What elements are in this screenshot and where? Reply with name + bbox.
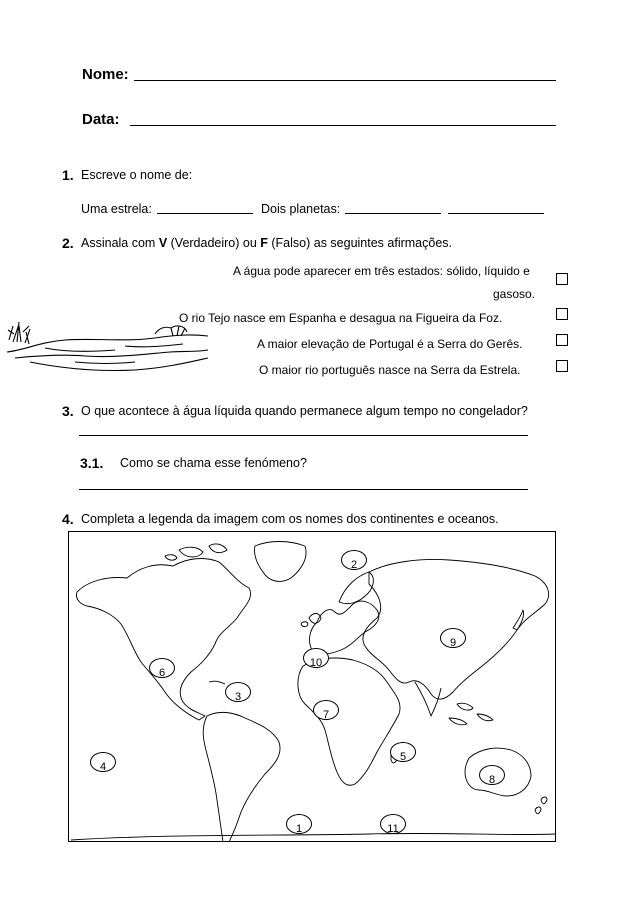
q1-number: 1. [62,167,74,183]
statement-1-line-2: gasoso. [493,287,536,301]
statement-2-checkbox[interactable] [556,308,568,320]
map-marker-4[interactable]: 4 [90,752,116,772]
statement-3: A maior elevação de Portugal é a Serra do Gerês. [257,337,523,351]
q4-text: Completa a legenda da imagem com os nomes dos continentes e oceanos. [81,512,499,526]
q2-v-letter: V [158,236,168,250]
q2-text-c: (Falso) as seguintes afirmações. [267,236,453,250]
statement-4-checkbox[interactable] [556,360,568,372]
q3-answer-line[interactable] [79,435,528,436]
planet-line-1[interactable] [345,213,441,214]
q3-text: O que acontece à água líquida quando permanece algum tempo no congelador? [81,404,528,418]
map-marker-8[interactable]: 8 [479,765,505,785]
star-label: Uma estrela: [81,202,152,216]
q3-1-text: Como se chama esse fenómeno? [120,456,307,470]
q1-text: Escreve o nome de: [81,168,193,182]
map-marker-2[interactable]: 2 [341,550,367,570]
planets-label: Dois planetas: [261,202,341,216]
name-label: Nome: [82,66,129,83]
q3-1-answer-line[interactable] [79,489,528,490]
star-line[interactable] [157,213,253,214]
map-marker-7[interactable]: 7 [313,700,339,720]
statement-3-checkbox[interactable] [556,334,568,346]
statement-1-checkbox[interactable] [556,273,568,285]
map-marker-9[interactable]: 9 [440,628,466,648]
q3-number: 3. [62,403,74,419]
statement-1-line-1: A água pode aparecer em três estados: sólido, líquido e [233,264,530,278]
date-label: Data: [82,111,120,128]
q2-text [81,236,452,250]
map-marker-11[interactable]: 11 [380,814,406,834]
planet-line-2[interactable] [448,213,544,214]
name-line[interactable] [134,80,556,81]
statement-4: O maior rio português nasce na Serra da Estrela. [259,363,521,377]
map-marker-10[interactable]: 10 [303,648,329,668]
q2-f-letter: F [260,236,268,250]
q2-number: 2. [62,235,74,251]
q2-text-b: (Verdadeiro) ou [167,236,261,250]
map-marker-6[interactable]: 6 [149,658,175,678]
q4-number: 4. [62,511,74,527]
date-line[interactable] [130,125,556,126]
map-marker-1[interactable]: 1 [286,814,312,834]
map-marker-5[interactable]: 5 [390,742,416,762]
q3-1-number: 3.1. [80,455,104,471]
statement-2: O rio Tejo nasce em Espanha e desagua na Figueira da Foz. [179,311,503,325]
map-marker-3[interactable]: 3 [225,682,251,702]
world-map [68,531,556,842]
world-map-outline [69,532,556,842]
q2-text-a: Assinala com [81,236,159,250]
